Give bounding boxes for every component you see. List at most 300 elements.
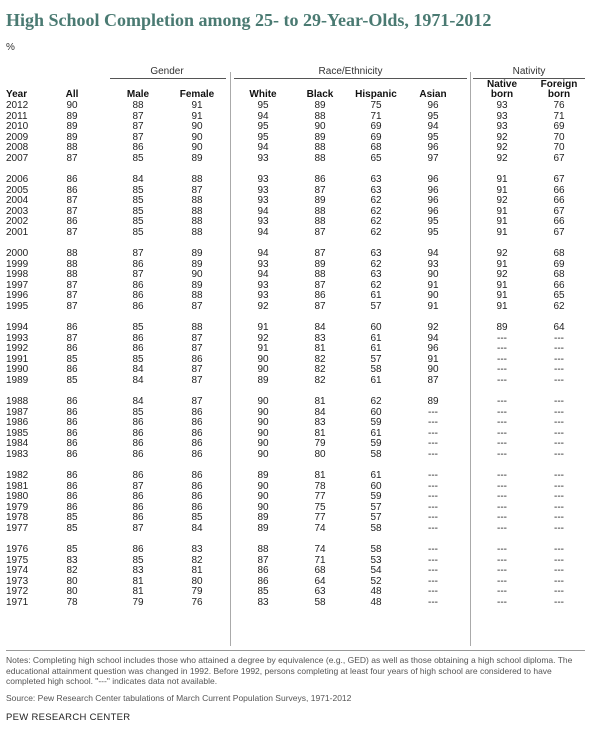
black-cell: 89 xyxy=(314,195,326,206)
table-row xyxy=(0,101,591,112)
male-cell: 86 xyxy=(132,142,144,153)
female-cell: 82 xyxy=(191,554,203,566)
hispanic-cell: 60 xyxy=(370,322,382,333)
foreign-born-cell: --- xyxy=(554,501,564,513)
column-header-female: Female xyxy=(179,89,215,100)
asian-cell: 96 xyxy=(427,174,439,185)
year-cell: 1985 xyxy=(6,427,29,439)
all-cell: 87 xyxy=(66,290,78,301)
asian-cell: --- xyxy=(428,427,438,439)
foreign-born-cell: --- xyxy=(554,596,564,608)
native-born-cell: --- xyxy=(497,565,507,576)
native-born-cell: 93 xyxy=(496,121,508,132)
year-cell: 1974 xyxy=(6,565,29,576)
native-born-cell: --- xyxy=(497,417,507,428)
hispanic-cell: 63 xyxy=(370,184,382,196)
all-cell: 88 xyxy=(66,269,78,280)
native-born-cell: --- xyxy=(497,332,507,344)
foreign-born-cell: 69 xyxy=(553,258,565,270)
male-cell: 83 xyxy=(132,565,144,576)
male-cell: 85 xyxy=(132,216,144,227)
year-cell: 1988 xyxy=(6,396,29,407)
asian-cell: --- xyxy=(428,586,438,597)
male-cell: 85 xyxy=(132,205,144,217)
all-cell: 80 xyxy=(66,586,78,597)
black-cell: 82 xyxy=(314,364,326,375)
native-born-cell: 92 xyxy=(496,152,508,164)
black-cell: 89 xyxy=(314,100,326,111)
table-row xyxy=(0,376,591,387)
female-cell: 87 xyxy=(191,396,203,407)
female-cell: 89 xyxy=(191,152,203,164)
female-cell: 88 xyxy=(191,216,203,227)
table-row xyxy=(0,513,591,524)
black-cell: 63 xyxy=(314,586,326,597)
female-cell: 89 xyxy=(191,279,203,291)
table-row xyxy=(0,323,591,334)
all-cell: 86 xyxy=(66,343,78,354)
white-cell: 91 xyxy=(257,322,269,333)
year-cell: 1984 xyxy=(6,438,29,449)
female-cell: 80 xyxy=(191,575,203,587)
black-cell: 88 xyxy=(314,205,326,217)
year-cell: 1989 xyxy=(6,374,29,386)
all-cell: 87 xyxy=(66,226,78,238)
foreign-born-cell: 68 xyxy=(553,269,565,280)
asian-cell: 94 xyxy=(427,248,439,259)
black-cell: 84 xyxy=(314,322,326,333)
white-cell: 93 xyxy=(257,258,269,270)
hispanic-cell: 63 xyxy=(370,248,382,259)
foreign-born-cell: 70 xyxy=(553,142,565,153)
hispanic-cell: 61 xyxy=(370,374,382,386)
year-cell: 1995 xyxy=(6,300,29,312)
nativity-group-header: Nativity xyxy=(512,66,546,77)
male-cell: 87 xyxy=(132,522,144,534)
white-cell: 90 xyxy=(257,438,269,449)
female-cell: 86 xyxy=(191,501,203,513)
year-cell: 1987 xyxy=(6,406,29,418)
year-cell: 2003 xyxy=(6,205,29,217)
year-cell: 1981 xyxy=(6,480,29,492)
hispanic-cell: 62 xyxy=(370,226,382,238)
male-cell: 87 xyxy=(132,110,144,122)
white-cell: 95 xyxy=(257,121,269,132)
hispanic-cell: 54 xyxy=(370,565,382,576)
all-cell: 85 xyxy=(66,544,78,555)
year-cell: 1975 xyxy=(6,554,29,566)
hispanic-cell: 60 xyxy=(370,480,382,492)
foreign-born-cell: 67 xyxy=(553,174,565,185)
native-born-cell: 92 xyxy=(496,248,508,259)
asian-cell: 92 xyxy=(427,322,439,333)
female-cell: 83 xyxy=(191,544,203,555)
black-cell: 87 xyxy=(314,279,326,291)
white-cell: 93 xyxy=(257,195,269,206)
native-born-cell: --- xyxy=(497,544,507,555)
asian-cell: 87 xyxy=(427,374,439,386)
year-cell: 1976 xyxy=(6,544,29,555)
foreign-born-cell: 68 xyxy=(553,248,565,259)
hispanic-cell: 60 xyxy=(370,406,382,418)
foreign-born-cell: 62 xyxy=(553,300,565,312)
native-born-line-2: born xyxy=(490,89,514,100)
female-cell: 90 xyxy=(191,121,203,132)
native-born-cell: 91 xyxy=(496,226,508,238)
male-cell: 85 xyxy=(132,554,144,566)
male-cell: 81 xyxy=(132,575,144,587)
column-header-white: White xyxy=(249,89,277,100)
table-row xyxy=(0,418,591,429)
all-cell: 85 xyxy=(66,374,78,386)
male-cell: 85 xyxy=(132,353,144,365)
page-title: High School Completion among 25- to 29-Year-Olds, 1971-2012 xyxy=(6,10,492,30)
asian-cell: --- xyxy=(428,522,438,534)
male-cell: 86 xyxy=(132,417,144,428)
asian-cell: 96 xyxy=(427,343,439,354)
white-cell: 89 xyxy=(257,470,269,481)
male-cell: 86 xyxy=(132,300,144,312)
male-cell: 86 xyxy=(132,491,144,502)
foreign-born-cell: 76 xyxy=(553,100,565,111)
foreign-born-cell: --- xyxy=(554,406,564,418)
native-born-cell: --- xyxy=(497,512,507,523)
foreign-born-cell: --- xyxy=(554,417,564,428)
table-row xyxy=(0,196,591,207)
all-cell: 82 xyxy=(66,565,78,576)
female-cell: 88 xyxy=(191,195,203,206)
hispanic-cell: 62 xyxy=(370,258,382,270)
all-cell: 90 xyxy=(66,100,78,111)
male-cell: 86 xyxy=(132,544,144,555)
female-cell: 90 xyxy=(191,142,203,153)
black-cell: 88 xyxy=(314,152,326,164)
hispanic-cell: 61 xyxy=(370,290,382,301)
female-cell: 86 xyxy=(191,470,203,481)
native-born-cell: --- xyxy=(497,575,507,587)
foreign-born-cell: --- xyxy=(554,438,564,449)
white-cell: 94 xyxy=(257,142,269,153)
year-cell: 2011 xyxy=(6,110,28,122)
all-cell: 86 xyxy=(66,216,78,227)
table-bottom-rule xyxy=(6,650,585,651)
table-row xyxy=(0,228,591,239)
hispanic-cell: 58 xyxy=(370,544,382,555)
all-cell: 87 xyxy=(66,195,78,206)
all-cell: 87 xyxy=(66,205,78,217)
female-cell: 86 xyxy=(191,353,203,365)
year-cell: 1998 xyxy=(6,269,29,280)
table-row xyxy=(0,143,591,154)
all-cell: 89 xyxy=(66,131,78,143)
black-cell: 74 xyxy=(314,544,326,555)
all-cell: 80 xyxy=(66,575,78,587)
white-cell: 93 xyxy=(257,290,269,301)
foreign-born-line-2: born xyxy=(547,89,571,100)
white-cell: 93 xyxy=(257,279,269,291)
male-cell: 86 xyxy=(132,512,144,523)
female-cell: 79 xyxy=(191,586,203,597)
asian-cell: 97 xyxy=(427,152,439,164)
table-row xyxy=(0,450,591,461)
foreign-born-cell: 66 xyxy=(553,195,565,206)
gender-group-header: Gender xyxy=(150,66,184,77)
female-cell: 90 xyxy=(191,131,203,143)
male-cell: 79 xyxy=(132,596,144,608)
female-cell: 86 xyxy=(191,417,203,428)
white-cell: 93 xyxy=(257,216,269,227)
native-born-cell: 91 xyxy=(496,205,508,217)
table-row xyxy=(0,598,591,609)
hispanic-cell: 62 xyxy=(370,279,382,291)
male-cell: 84 xyxy=(132,174,144,185)
female-cell: 84 xyxy=(191,522,203,534)
all-cell: 86 xyxy=(66,427,78,439)
black-cell: 90 xyxy=(314,121,326,132)
table-row xyxy=(0,365,591,376)
female-cell: 88 xyxy=(191,205,203,217)
hispanic-cell: 61 xyxy=(370,343,382,354)
all-cell: 83 xyxy=(66,554,78,566)
native-born-cell: --- xyxy=(497,480,507,492)
year-cell: 2000 xyxy=(6,248,29,259)
asian-cell: --- xyxy=(428,480,438,492)
native-born-cell: --- xyxy=(497,374,507,386)
male-cell: 85 xyxy=(132,195,144,206)
race-group-header: Race/Ethnicity xyxy=(318,66,383,77)
year-cell: 1983 xyxy=(6,448,29,460)
foreign-born-cell: --- xyxy=(554,512,564,523)
black-cell: 81 xyxy=(314,470,326,481)
table-row xyxy=(0,524,591,535)
native-born-cell: 91 xyxy=(496,216,508,227)
white-cell: 90 xyxy=(257,396,269,407)
male-cell: 87 xyxy=(132,131,144,143)
asian-cell: --- xyxy=(428,417,438,428)
column-header-male: Male xyxy=(126,89,150,100)
female-cell: 85 xyxy=(191,512,203,523)
hispanic-cell: 61 xyxy=(370,427,382,439)
all-cell: 86 xyxy=(66,417,78,428)
black-cell: 80 xyxy=(314,448,326,460)
native-born-cell: --- xyxy=(497,491,507,502)
foreign-born-cell: --- xyxy=(554,491,564,502)
hispanic-cell: 62 xyxy=(370,396,382,407)
black-cell: 75 xyxy=(314,501,326,513)
white-cell: 88 xyxy=(257,544,269,555)
native-born-cell: 93 xyxy=(496,100,508,111)
asian-cell: 96 xyxy=(427,195,439,206)
native-born-cell: 92 xyxy=(496,269,508,280)
female-cell: 86 xyxy=(191,427,203,439)
white-cell: 94 xyxy=(257,248,269,259)
hispanic-cell: 57 xyxy=(370,512,382,523)
foreign-born-cell: 66 xyxy=(553,279,565,291)
all-cell: 87 xyxy=(66,279,78,291)
asian-cell: 96 xyxy=(427,184,439,196)
year-cell: 2001 xyxy=(6,226,29,238)
all-cell: 86 xyxy=(66,396,78,407)
male-cell: 86 xyxy=(132,427,144,439)
year-cell: 2007 xyxy=(6,152,29,164)
white-cell: 89 xyxy=(257,512,269,523)
white-cell: 89 xyxy=(257,522,269,534)
all-cell: 86 xyxy=(66,322,78,333)
female-cell: 86 xyxy=(191,491,203,502)
all-cell: 88 xyxy=(66,248,78,259)
white-cell: 90 xyxy=(257,417,269,428)
all-cell: 86 xyxy=(66,491,78,502)
year-cell: 1986 xyxy=(6,417,29,428)
foreign-born-cell: --- xyxy=(554,332,564,344)
asian-cell: 94 xyxy=(427,332,439,344)
foreign-born-cell: --- xyxy=(554,396,564,407)
black-cell: 68 xyxy=(314,565,326,576)
asian-cell: 96 xyxy=(427,142,439,153)
all-cell: 88 xyxy=(66,258,78,270)
asian-cell: --- xyxy=(428,512,438,523)
asian-cell: --- xyxy=(428,596,438,608)
hispanic-cell: 69 xyxy=(370,131,382,143)
native-born-cell: --- xyxy=(497,448,507,460)
black-cell: 81 xyxy=(314,396,326,407)
year-cell: 1994 xyxy=(6,322,29,333)
year-cell: 1997 xyxy=(6,279,29,291)
foreign-born-cell: 71 xyxy=(553,110,565,122)
all-cell: 85 xyxy=(66,512,78,523)
female-cell: 88 xyxy=(191,226,203,238)
asian-cell: 95 xyxy=(427,226,439,238)
female-cell: 86 xyxy=(191,438,203,449)
black-cell: 84 xyxy=(314,406,326,418)
black-cell: 81 xyxy=(314,427,326,439)
male-cell: 85 xyxy=(132,322,144,333)
foreign-born-cell: 70 xyxy=(553,131,565,143)
hispanic-cell: 48 xyxy=(370,596,382,608)
table-row xyxy=(0,344,591,355)
male-cell: 86 xyxy=(132,332,144,344)
year-cell: 2005 xyxy=(6,184,29,196)
female-cell: 91 xyxy=(191,100,203,111)
year-cell: 1980 xyxy=(6,491,29,502)
male-cell: 87 xyxy=(132,121,144,132)
table-row xyxy=(0,471,591,482)
native-born-cell: --- xyxy=(497,438,507,449)
male-cell: 87 xyxy=(132,248,144,259)
year-cell: 2006 xyxy=(6,174,29,185)
native-born-cell: 91 xyxy=(496,258,508,270)
asian-cell: 90 xyxy=(427,290,439,301)
asian-cell: 95 xyxy=(427,131,439,143)
asian-cell: 91 xyxy=(427,279,439,291)
native-born-cell: 91 xyxy=(496,300,508,312)
native-born-cell: --- xyxy=(497,554,507,566)
native-born-cell: --- xyxy=(497,501,507,513)
native-born-cell: --- xyxy=(497,470,507,481)
female-cell: 87 xyxy=(191,184,203,196)
year-cell: 2008 xyxy=(6,142,29,153)
foreign-born-cell: 67 xyxy=(553,226,565,238)
native-born-cell: 91 xyxy=(496,279,508,291)
hispanic-cell: 65 xyxy=(370,152,382,164)
all-cell: 86 xyxy=(66,438,78,449)
hispanic-cell: 62 xyxy=(370,195,382,206)
black-cell: 77 xyxy=(314,512,326,523)
asian-cell: 93 xyxy=(427,258,439,270)
male-cell: 84 xyxy=(132,396,144,407)
year-cell: 1996 xyxy=(6,290,29,301)
male-cell: 86 xyxy=(132,279,144,291)
native-born-line-1: Native xyxy=(486,79,517,90)
female-cell: 89 xyxy=(191,258,203,270)
foreign-born-cell: 67 xyxy=(553,205,565,217)
hispanic-cell: 57 xyxy=(370,353,382,365)
table-row xyxy=(0,566,591,577)
male-cell: 84 xyxy=(132,364,144,375)
female-cell: 90 xyxy=(191,269,203,280)
foreign-born-cell: --- xyxy=(554,586,564,597)
foreign-born-cell: --- xyxy=(554,522,564,534)
all-cell: 86 xyxy=(66,174,78,185)
hispanic-cell: 58 xyxy=(370,522,382,534)
unit-label: % xyxy=(6,42,15,53)
white-cell: 90 xyxy=(257,427,269,439)
female-cell: 81 xyxy=(191,565,203,576)
black-cell: 74 xyxy=(314,522,326,534)
white-cell: 90 xyxy=(257,501,269,513)
white-cell: 90 xyxy=(257,406,269,418)
year-cell: 1973 xyxy=(6,575,29,587)
male-cell: 86 xyxy=(132,448,144,460)
male-cell: 86 xyxy=(132,470,144,481)
black-cell: 88 xyxy=(314,110,326,122)
black-cell: 86 xyxy=(314,174,326,185)
black-cell: 87 xyxy=(314,184,326,196)
white-cell: 90 xyxy=(257,364,269,375)
hispanic-cell: 57 xyxy=(370,300,382,312)
asian-cell: 95 xyxy=(427,110,439,122)
black-cell: 64 xyxy=(314,575,326,587)
asian-cell: 94 xyxy=(427,121,439,132)
all-cell: 87 xyxy=(66,300,78,312)
source-text: Source: Pew Research Center tabulations of March Current Population Surveys, 1971-2012 xyxy=(6,693,352,703)
hispanic-cell: 58 xyxy=(370,448,382,460)
black-cell: 86 xyxy=(314,290,326,301)
asian-cell: 95 xyxy=(427,216,439,227)
all-cell: 87 xyxy=(66,152,78,164)
foreign-born-cell: --- xyxy=(554,470,564,481)
all-cell: 86 xyxy=(66,448,78,460)
white-cell: 95 xyxy=(257,131,269,143)
white-cell: 86 xyxy=(257,575,269,587)
foreign-born-cell: --- xyxy=(554,565,564,576)
hispanic-cell: 52 xyxy=(370,575,382,587)
black-cell: 89 xyxy=(314,131,326,143)
male-cell: 85 xyxy=(132,152,144,164)
year-cell: 1979 xyxy=(6,501,29,513)
year-cell: 1978 xyxy=(6,512,29,523)
all-cell: 86 xyxy=(66,470,78,481)
native-born-cell: 92 xyxy=(496,131,508,143)
gender-group-rule xyxy=(110,78,226,79)
asian-cell: 96 xyxy=(427,205,439,217)
native-born-cell: --- xyxy=(497,343,507,354)
asian-cell: --- xyxy=(428,491,438,502)
hispanic-cell: 71 xyxy=(370,110,382,122)
race-group-rule xyxy=(234,78,467,79)
column-header-hispanic: Hispanic xyxy=(355,89,397,100)
male-cell: 86 xyxy=(132,438,144,449)
